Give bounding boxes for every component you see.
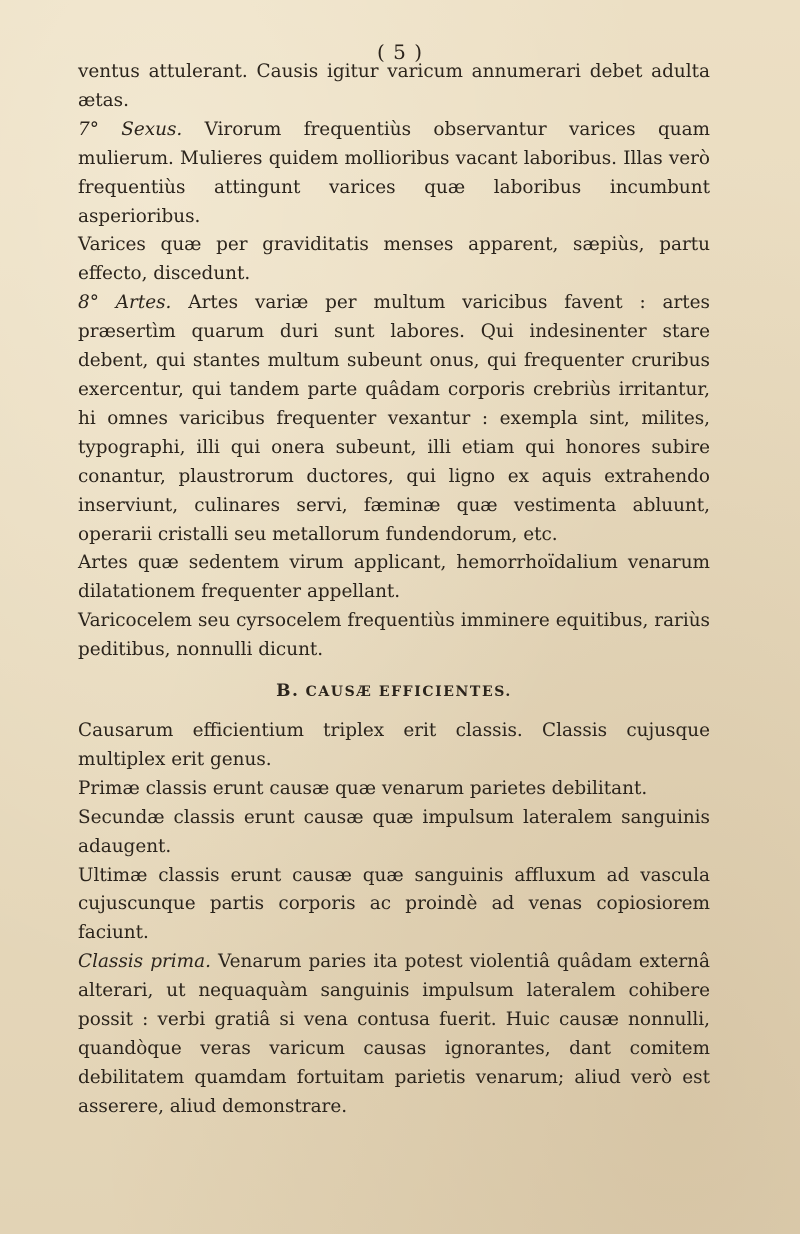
- paragraph-lead: Classis prima.: [78, 951, 211, 973]
- section-title: CAUSÆ EFFICIENTES.: [305, 684, 512, 701]
- paragraph-text: Artes quæ sedentem virum applicant, hemorrhoïdalium venarum dilatationem frequenter appellant.: [78, 552, 710, 603]
- paragraph-text: Varicocelem seu cyrsocelem frequentiùs imminere equitibus, rariùs peditibus, nonnulli dicunt.: [78, 610, 710, 661]
- body-text: [78, 58, 710, 1122]
- section-label: B.: [276, 681, 300, 702]
- paragraph-text: Venarum paries ita potest violentiâ quâdam externâ alterari, ut nequaquàm sanguinis impulsum lateralem cohibere possit : verbi gratiâ si vena contusa fuerit. Huic causæ nonnulli, quandòque veras varicum causas ignorantes, dant comitem debilitatem quamdam fortuitam parietis venarum; aliud verò est asserere, aliud demonstrare.: [78, 951, 710, 1117]
- paragraph-text: Secundæ classis erunt causæ quæ impulsum lateralem sanguinis adaugent.: [78, 806, 710, 857]
- paragraph-classes: [78, 717, 710, 775]
- paragraph-text: Ultimæ classis erunt causæ quæ sanguinis affluxum ad vascula cujuscunque partis corporis ac proindè ad venas copiosiorem faciunt.: [78, 864, 710, 944]
- paragraph-artes: [78, 289, 710, 549]
- paragraph-text: Virorum frequentiùs observantur varices quam mulierum. Mulieres quidem mollioribus vacant laboribus. Illas verò frequentiùs attingunt varices quæ laboribus incumbunt asperioribus.: [78, 118, 710, 227]
- paragraph-text: Primæ classis erunt causæ quæ venarum parietes debilitant.: [78, 777, 648, 799]
- paragraph-1: [78, 58, 710, 116]
- paragraph-ultimae: [78, 862, 710, 949]
- paragraph-text: Causarum efficientium triplex erit classis. Classis cujusque multiplex erit genus.: [78, 720, 710, 770]
- page-number: ( 5 ): [376, 40, 424, 64]
- paragraph-lead: 7° Sexus.: [78, 118, 183, 140]
- paragraph-graviditas: [78, 231, 710, 289]
- paragraph-text: Artes variæ per multum varicibus favent : artes præsertìm quarum duri sunt labores. Qui indesinenter stare debent, qui stantes multum subeunt onus, qui frequenter cruribus exercentur, qui tandem parte quâdam corporis crebriùs irritantur, hi omnes varicibus frequenter vexantur : exempla sint, milites, typographi, illi qui onera subeunt, illi etiam qui honores subire conantur, plaustrorum ductores, qui ligno ex aquis extrahendo inserviunt, culinares servi, fæminæ quæ vestimenta abluunt, operarii cristalli seu metallorum fundendorum, etc.: [78, 292, 710, 545]
- paragraph-text: ventus attulerant. Causis igitur varicum annumerari debet adulta ætas.: [78, 61, 710, 111]
- paragraph-sedentem: [78, 549, 710, 607]
- paragraph-sexus: [78, 116, 710, 232]
- paragraph-primae: [78, 775, 710, 804]
- paragraph-classis-prima: [78, 948, 710, 1121]
- paragraph-varicocele: [78, 607, 710, 665]
- paragraph-lead: 8° Artes.: [78, 292, 172, 314]
- paragraph-secundae: [78, 804, 710, 862]
- paragraph-text: Varices quæ per graviditatis menses apparent, sæpiùs, partu effecto, discedunt.: [78, 234, 710, 285]
- section-heading: [78, 680, 710, 703]
